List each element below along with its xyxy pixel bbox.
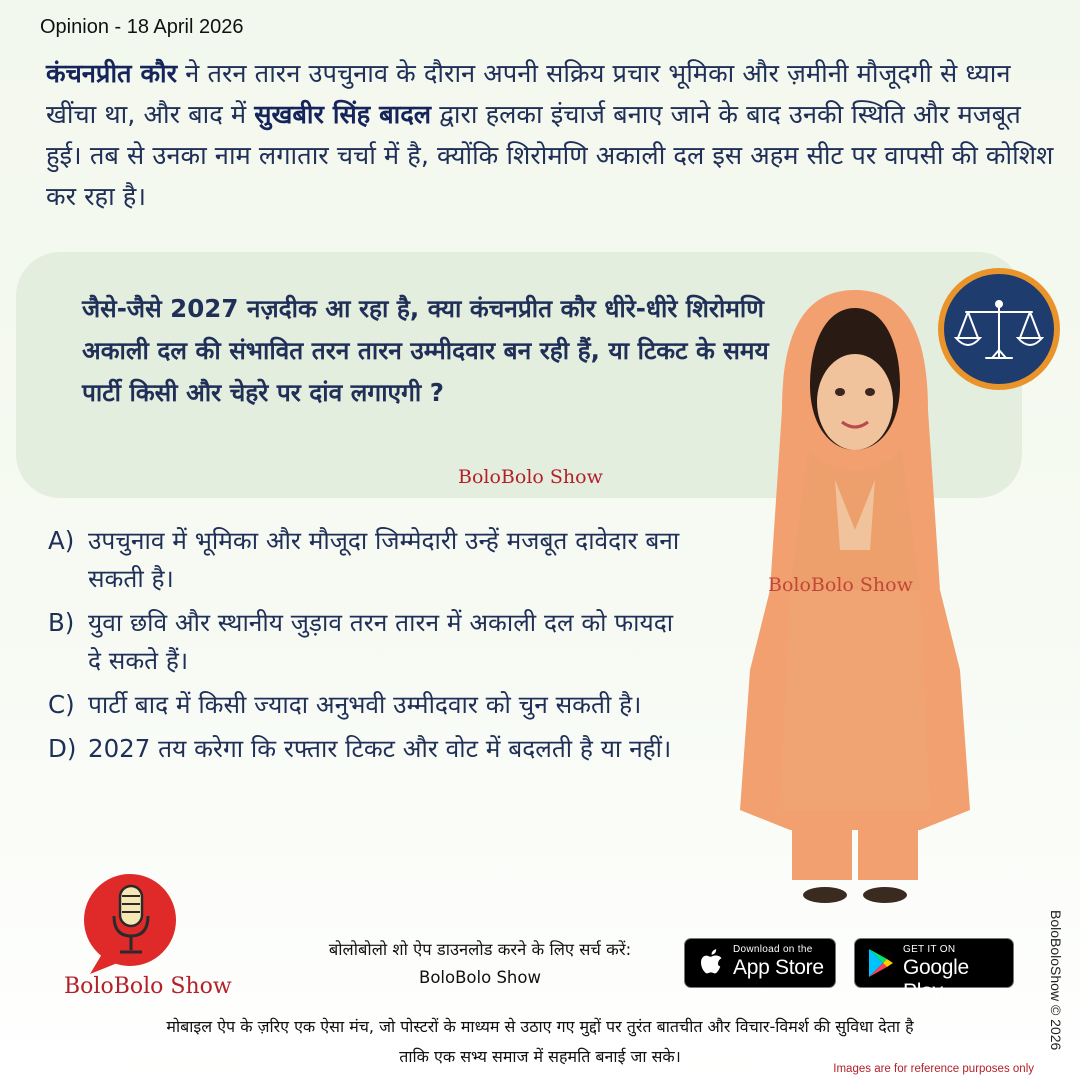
google-play-big-label: Google Play [903, 956, 969, 1003]
question-watermark: BoloBolo Show [458, 466, 603, 488]
google-play-button[interactable] [854, 938, 1014, 1003]
option-a-letter: A) [48, 526, 75, 555]
apple-icon [697, 946, 727, 980]
option-b-letter: B) [48, 608, 75, 637]
download-prompt-text: बोलोबोलो शो ऐप डाउनलोड करने के लिए सर्च करें: [328, 940, 632, 959]
brand-logo-text: BoloBolo Show [64, 974, 232, 999]
poll-options [48, 522, 688, 774]
intro-name-sukhbir: सुखबीर सिंह बादल [254, 100, 432, 130]
option-c-text: पार्टी बाद में किसी ज्यादा अनुभवी उम्मीदवार को चुन सकती है। [88, 690, 642, 719]
option-d-letter: D) [48, 734, 77, 763]
option-a[interactable] [48, 522, 688, 598]
intro-text-part1: ने तरन तारन उपचुनाव के दौरान अपनी सक्रिय प्रचार भूमिका और ज़मीनी मौजूदगी से ध्यान खींचा था, और बाद में [46, 59, 1011, 130]
option-a-text: उपचुनाव में भूमिका और मौजूदा जिम्मेदारी उन्हें मजबूत दावेदार बना सकती है। [88, 526, 680, 593]
woman-illustration [730, 290, 980, 920]
google-play-icon [865, 946, 895, 980]
option-b[interactable] [48, 604, 688, 680]
figure-watermark: BoloBolo Show [768, 574, 913, 596]
copyright-notice: BoloBoloShow © 2026 [1048, 910, 1064, 1051]
download-prompt [290, 936, 670, 992]
download-app-name: BoloBolo Show [419, 968, 541, 987]
option-c-letter: C) [48, 690, 75, 719]
intro-paragraph [46, 54, 1056, 218]
footer-line-2: ताकि एक सभ्य समाज में सहमति बनाई जा सके। [399, 1047, 681, 1066]
option-c[interactable] [48, 686, 688, 724]
app-store-button[interactable] [684, 938, 836, 988]
poll-question: जैसे-जैसे 2027 नज़दीक आ रहा है, क्या कंचनप्रीत कौर धीरे-धीरे शिरोमणि अकाली दल की संभावित तरन तारन उम्मीदवार बन रही हैं, या टिकट के समय पार्टी किसी और चेहरे पर दांव लगाएगी ? [82, 294, 769, 407]
intro-text-part2: द्वारा हलका इंचार्ज बनाए जाने के बाद उनकी स्थिति और मजबूत हुई। तब से उनका नाम लगातार चर्चा में है, क्योंकि शिरोमणि अकाली दल इस अहम सीट पर वापसी की कोशिश कर रहा है। [46, 100, 1054, 212]
app-store-small-label: Download on the [733, 944, 813, 955]
google-play-small-label: GET IT ON [903, 944, 956, 955]
post-date-label: Opinion - 18 April 2026 [40, 16, 244, 38]
image-disclaimer: Images are for reference purposes only [833, 1063, 1034, 1075]
option-d[interactable] [48, 730, 688, 768]
option-d-text: 2027 तय करेगा कि रफ्तार टिकट और वोट में बदलती है या नहीं। [88, 734, 672, 763]
app-store-big-label: App Store [733, 956, 824, 979]
footer-line-1: मोबाइल ऐप के ज़रिए एक ऐसा मंच, जो पोस्टरों के माध्यम से उठाए गए मुद्दों पर तुरंत बातचीत और विचार-विमर्श की सुविधा देता है [166, 1017, 914, 1036]
intro-name-kanchanpreet: कंचनप्रीत कौर [46, 59, 178, 89]
option-b-text: युवा छवि और स्थानीय जुड़ाव तरन तारन में अकाली दल को फायदा दे सकते हैं। [88, 608, 674, 675]
